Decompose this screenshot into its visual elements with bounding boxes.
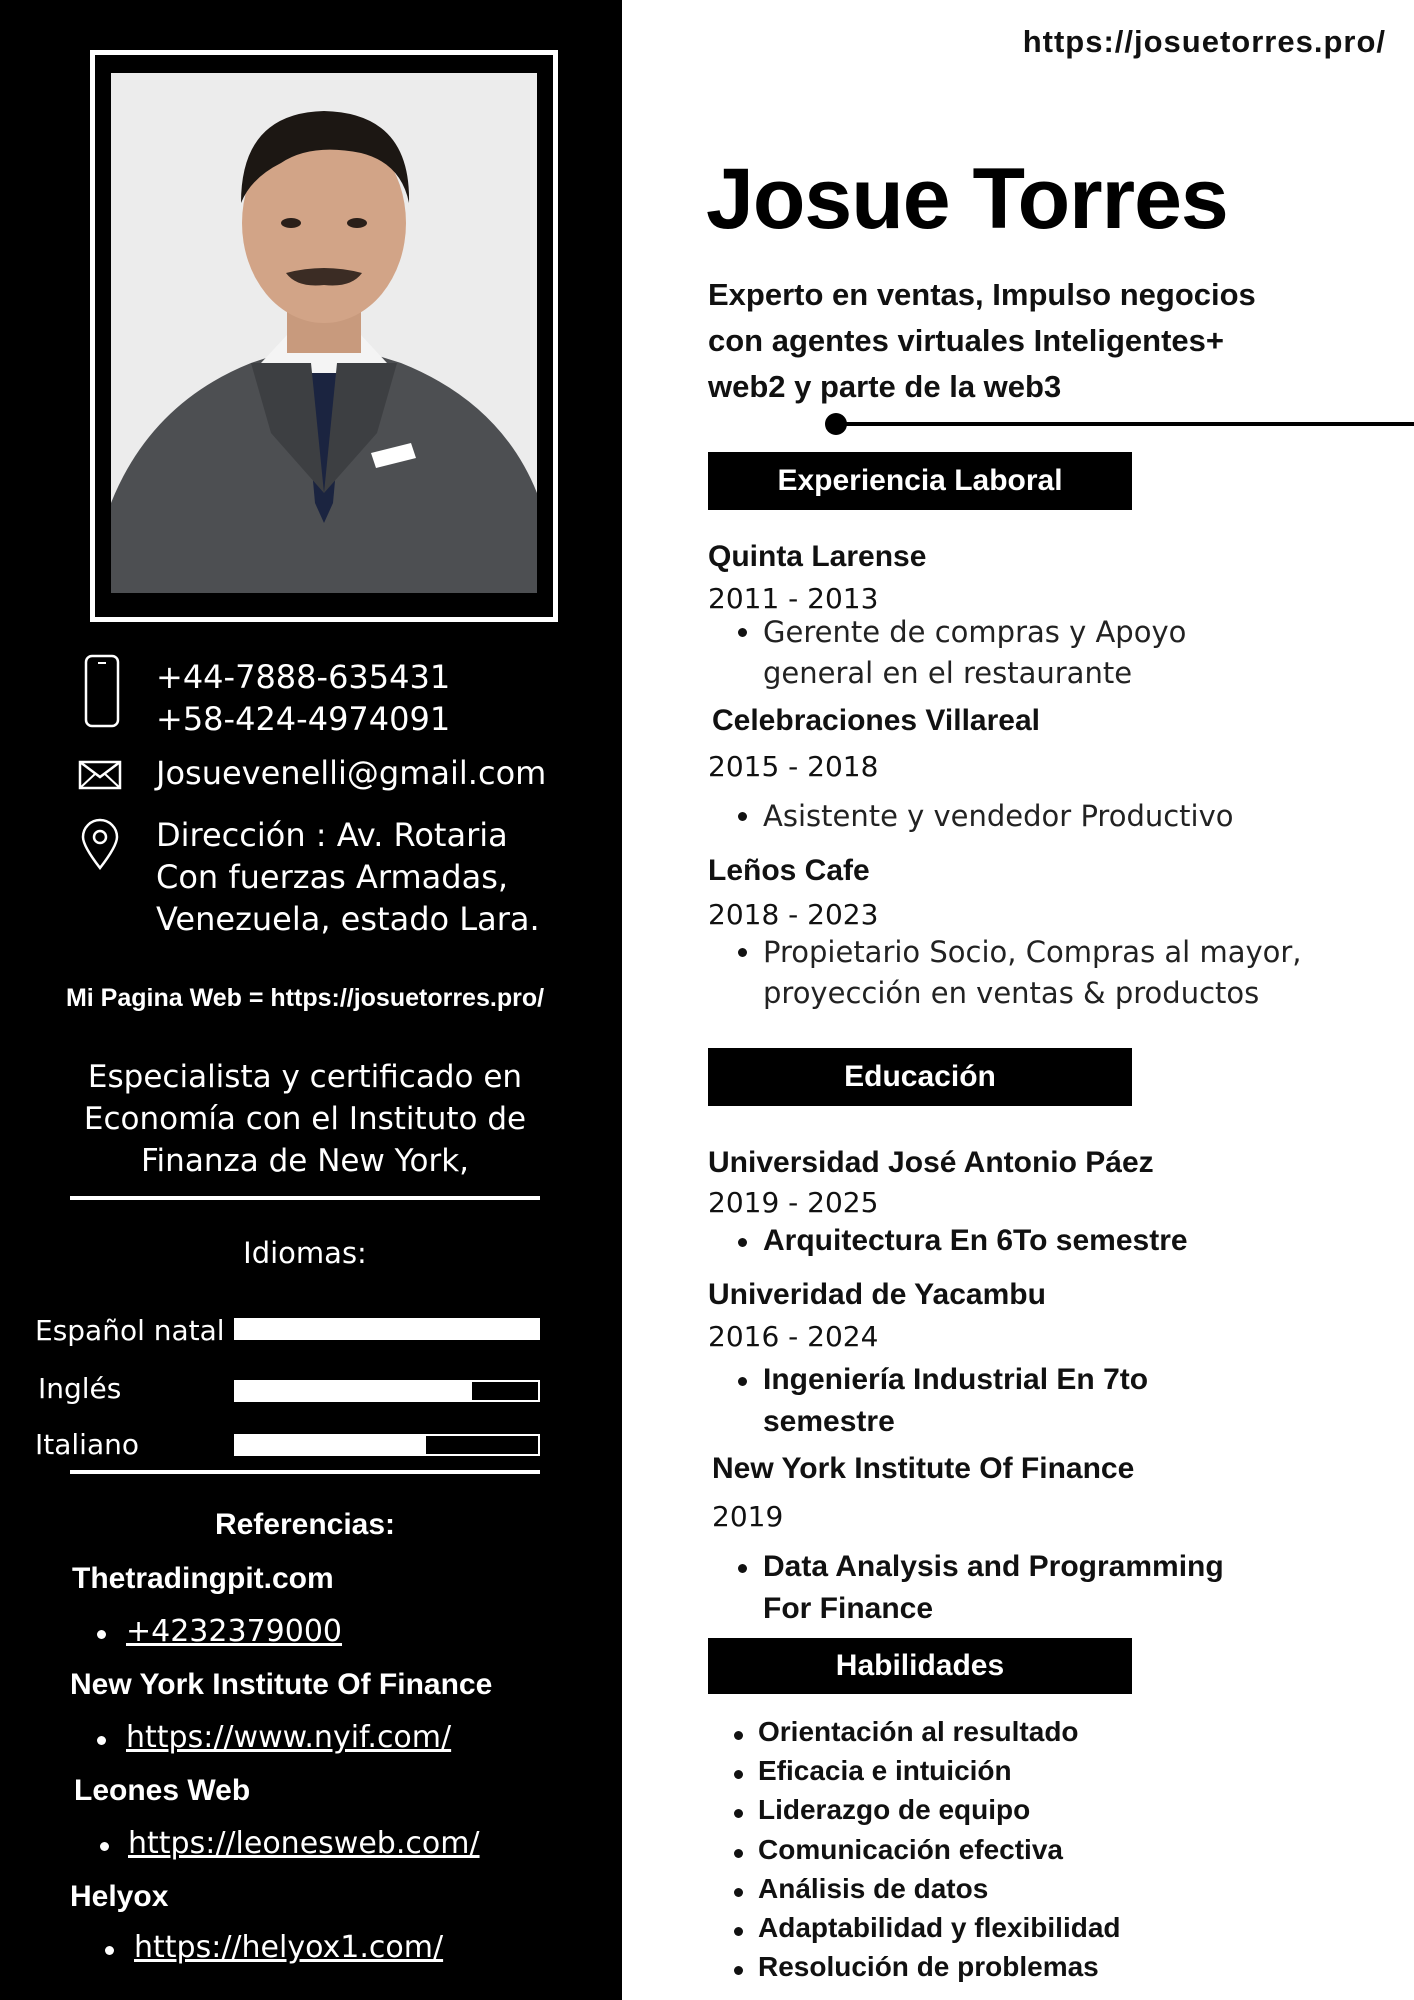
experience-desc-1-line-2: general en el restaurante <box>763 656 1133 690</box>
certification-text <box>0 1056 610 1182</box>
education-org-1: Universidad José Antonio Páez <box>708 1146 1154 1179</box>
language-name-english: Inglés <box>38 1372 122 1405</box>
tagline-line-1: Experto en ventas, Impulso negocios <box>708 277 1256 312</box>
phone-number-1[interactable]: +44-7888-635431 <box>156 658 451 696</box>
sidebar <box>0 0 622 2000</box>
languages-title: Idiomas: <box>243 1236 367 1270</box>
skill-bullet-3 <box>734 1809 743 1818</box>
reference-name-1: Thetradingpit.com <box>72 1562 334 1595</box>
header-website-link[interactable]: https://josuetorres.pro/ <box>1022 24 1386 59</box>
education-org-2: Univeridad de Yacambu <box>708 1278 1046 1311</box>
header-rule <box>826 422 1414 426</box>
certification-line-2: Economía con el Instituto de <box>83 1101 527 1137</box>
experience-org-1: Quinta Larense <box>708 540 927 573</box>
header-rule-dot <box>825 413 847 435</box>
education-desc-2 <box>763 1359 1148 1443</box>
education-desc-1 <box>763 1220 1188 1262</box>
experience-desc-3-line-2: proyección en ventas & productos <box>763 976 1260 1010</box>
education-org-3: New York Institute Of Finance <box>712 1452 1135 1485</box>
reference-name-4: Helyox <box>70 1880 169 1913</box>
experience-section-heading: Experiencia Laboral <box>708 452 1132 510</box>
education-section-heading: Educación <box>708 1048 1132 1106</box>
skill-bullet-2 <box>734 1770 743 1779</box>
reference-link-4[interactable]: https://helyox1.com/ <box>134 1930 444 1965</box>
skill-bullet-5 <box>734 1888 743 1897</box>
education-years-2: 2016 - 2024 <box>708 1320 879 1353</box>
address-line-1: Dirección : Av. Rotaria <box>156 816 508 854</box>
education-desc-2-line-2: semestre <box>763 1405 895 1438</box>
experience-years-1: 2011 - 2013 <box>708 582 879 615</box>
skill-item-2: Eficacia e intuición <box>758 1755 1012 1786</box>
skill-item-7: Resolución de problemas <box>758 1951 1099 1982</box>
address-line-3: Venezuela, estado Lara. <box>156 900 540 938</box>
language-bar-italian <box>234 1434 540 1456</box>
language-fill-spanish <box>236 1320 538 1338</box>
experience-desc-3 <box>763 932 1302 1014</box>
location-pin-icon <box>80 818 120 870</box>
experience-years-3: 2018 - 2023 <box>708 898 879 931</box>
phone-icon <box>84 654 120 728</box>
envelope-icon <box>78 760 122 790</box>
education-bullet-3 <box>738 1564 747 1573</box>
education-desc-3-line-1: Data Analysis and Programming <box>763 1550 1224 1583</box>
reference-bullet-4 <box>105 1946 114 1955</box>
experience-desc-2-line-1: Asistente y vendedor Productivo <box>763 799 1234 833</box>
education-desc-1-line-1: Arquitectura En 6To semestre <box>763 1224 1188 1257</box>
language-fill-english <box>236 1382 472 1400</box>
experience-desc-3-line-1: Propietario Socio, Compras al mayor, <box>763 935 1302 969</box>
reference-bullet-1 <box>97 1630 106 1639</box>
skill-bullet-4 <box>734 1849 743 1858</box>
education-desc-3-line-2: For Finance <box>763 1592 934 1625</box>
certification-line-1: Especialista y certificado en <box>87 1059 523 1095</box>
skill-item-6: Adaptabilidad y flexibilidad <box>758 1912 1121 1943</box>
experience-desc-2 <box>763 796 1234 837</box>
tagline-line-3: web2 y parte de la web3 <box>708 369 1062 404</box>
references-title: Referencias: <box>214 1508 396 1541</box>
skill-item-5: Análisis de datos <box>758 1873 989 1904</box>
education-desc-2-line-1: Ingeniería Industrial En 7to <box>763 1363 1149 1396</box>
skills-section-heading: Habilidades <box>708 1638 1132 1694</box>
reference-bullet-3 <box>100 1842 109 1851</box>
personal-website-line[interactable]: Mi Pagina Web = https://josuetorres.pro/ <box>65 984 545 1012</box>
education-years-1: 2019 - 2025 <box>708 1186 879 1219</box>
tagline <box>708 272 1256 410</box>
language-name-italian: Italiano <box>35 1428 139 1461</box>
experience-bullet-3 <box>738 948 747 957</box>
reference-link-2[interactable]: https://www.nyif.com/ <box>126 1720 452 1755</box>
divider-top <box>70 1196 540 1200</box>
experience-desc-1-line-1: Gerente de compras y Apoyo <box>763 615 1187 649</box>
certification-line-3: Finanza de New York, <box>140 1143 469 1179</box>
reference-link-3[interactable]: https://leonesweb.com/ <box>128 1826 480 1861</box>
experience-org-3: Leños Cafe <box>708 854 870 887</box>
language-bar-spanish <box>234 1318 540 1340</box>
email-address[interactable]: Josuevenelli@gmail.com <box>156 754 547 792</box>
address-line-2: Con fuerzas Armadas, <box>156 858 509 896</box>
profile-photo-frame <box>90 50 558 622</box>
skill-bullet-1 <box>734 1731 743 1740</box>
language-fill-italian <box>236 1436 426 1454</box>
reference-name-3: Leones Web <box>74 1774 251 1807</box>
education-desc-3 <box>763 1546 1224 1630</box>
education-bullet-1 <box>738 1238 747 1247</box>
experience-bullet-2 <box>738 812 747 821</box>
language-bar-english <box>234 1380 540 1402</box>
reference-link-1[interactable]: +4232379000 <box>126 1614 343 1649</box>
portrait-illustration <box>111 73 537 593</box>
page-title: Josue Torres <box>706 151 1228 247</box>
experience-bullet-1 <box>738 628 747 637</box>
tagline-line-2: con agentes virtuales Inteligentes+ <box>708 323 1224 358</box>
reference-bullet-2 <box>97 1736 106 1745</box>
skill-item-4: Comunicación efectiva <box>758 1834 1063 1865</box>
education-bullet-2 <box>738 1377 747 1386</box>
skill-bullet-6 <box>734 1927 743 1936</box>
skill-item-1: Orientación al resultado <box>758 1716 1079 1747</box>
profile-photo <box>111 73 537 593</box>
education-years-3: 2019 <box>712 1500 784 1533</box>
experience-desc-1 <box>763 612 1186 694</box>
skill-item-3: Liderazgo de equipo <box>758 1794 1031 1825</box>
language-name-spanish: Español natal <box>35 1314 225 1347</box>
skill-bullet-7 <box>734 1966 743 1975</box>
divider-bottom <box>70 1470 540 1474</box>
experience-org-2: Celebraciones Villareal <box>712 704 1040 737</box>
phone-number-2[interactable]: +58-424-4974091 <box>156 700 451 738</box>
reference-name-2: New York Institute Of Finance <box>70 1668 493 1701</box>
experience-years-2: 2015 - 2018 <box>708 750 879 783</box>
